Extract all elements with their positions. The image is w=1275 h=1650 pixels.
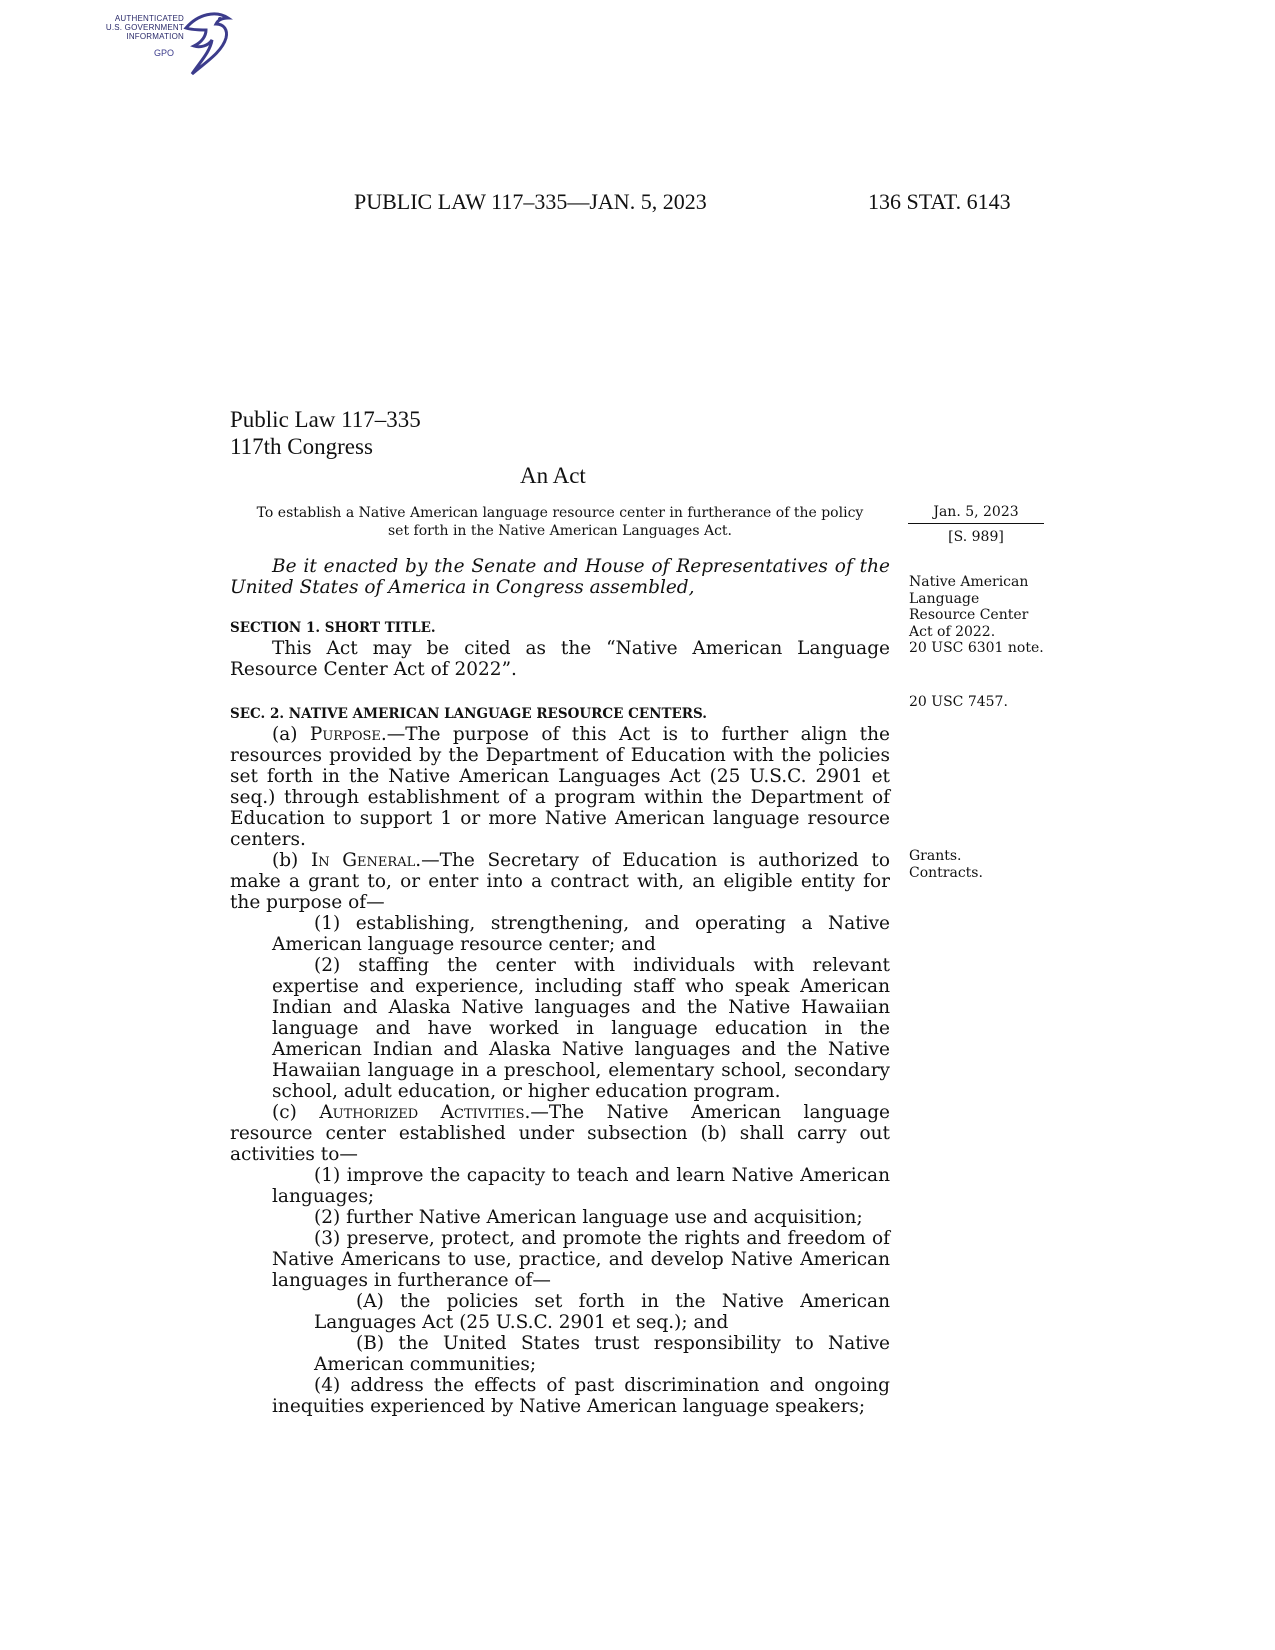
subsection-b-label: (b) (272, 850, 311, 871)
subparagraph-c3B: (B) the United States trust responsibility to Native American communities; (314, 1333, 890, 1375)
section-2-heading: SEC. 2. NATIVE AMERICAN LANGUAGE RESOURCE CENTERS. (230, 706, 707, 722)
eagle-icon (176, 8, 236, 80)
subsection-c-heading: Authorized Activities (319, 1102, 525, 1123)
seal-line-1: AUTHENTICATED (114, 14, 184, 23)
subsection-a (230, 724, 890, 850)
margin-note-contracts: Contracts. (909, 864, 983, 881)
an-act-heading: An Act (520, 463, 586, 488)
enacting-clause-text: Be it enacted by the Senate and House of Representatives of the United States of America in Congress assembled, (230, 556, 890, 598)
seal-line-3: INFORMATION (126, 32, 184, 41)
enacting-clause (230, 556, 890, 598)
title-block (230, 406, 421, 460)
long-title: To establish a Native American language resource center in furtherance of the policy set forth in the Native American Languages Act. (256, 505, 864, 539)
gpo-authentication-seal (92, 8, 232, 76)
subsection-c-text: .—The Native American language resource center established under subsection (b) shall carry out activities to— (230, 1102, 890, 1165)
short-title-text: This Act may be cited as the “Native American Language Resource Center Act of 2022”. (230, 638, 890, 680)
subsection-b-heading: In General (310, 850, 416, 871)
paragraph-b1: (1) establishing, strengthening, and operating a Native American language resource center; and (272, 913, 890, 955)
margin-note-usc-cite: 20 USC 6301 note. (909, 640, 1044, 656)
subsection-c-label: (c) (272, 1102, 320, 1123)
subparagraph-c3A: (A) the policies set forth in the Native American Languages Act (25 U.S.C. 2901 et seq.); and (314, 1291, 890, 1333)
enactment-date-box (908, 504, 1044, 545)
section-2-body (230, 724, 890, 1417)
subsection-b-text: .—The Secretary of Education is authorized to make a grant to, or enter into a contract with, an eligible entity for the purpose of— (230, 850, 890, 913)
running-header-page: 136 STAT. 6143 (868, 189, 1011, 214)
section-1-heading: SECTION 1. SHORT TITLE. (230, 620, 436, 636)
margin-note-grants: Grants. (909, 848, 962, 864)
margin-note-sec2-cite: 20 USC 7457. (909, 694, 1008, 710)
paragraph-b2: (2) staffing the center with individuals with relevant expertise and experience, including staff who speak American Indian and Alaska Native languages and the Native Hawaiian language and have worked in language education in the American Indian and Alaska Native languages and the Native Hawaiian language in a preschool, elementary school, secondary school, adult education, or higher education program. (272, 955, 890, 1102)
margin-note-short-title (909, 574, 1049, 657)
running-header-left: PUBLIC LAW 117–335—JAN. 5, 2023 (354, 189, 707, 214)
bill-number: [S. 989] (948, 529, 1004, 545)
enactment-date: Jan. 5, 2023 (933, 504, 1019, 520)
paragraph-c3: (3) preserve, protect, and promote the rights and freedom of Native Americans to use, practice, and develop Native American languages in furtherance of— (272, 1228, 890, 1291)
section-1-body (230, 638, 890, 680)
public-law-number: Public Law 117–335 (230, 407, 421, 432)
subsection-c (230, 1102, 890, 1165)
margin-note-act-name: Native American Language Resource Center Act of 2022. (909, 574, 1029, 640)
subsection-a-label: (a) (272, 724, 310, 745)
margin-note-grants-contracts (909, 848, 1049, 881)
subsection-a-heading: Purpose (309, 724, 381, 745)
paragraph-c2: (2) further Native American language use and acquisition; (314, 1207, 863, 1228)
subsection-a-text: .—The purpose of this Act is to further align the resources provided by the Department of Education with the policies set forth in the Native American Languages Act (25 U.S.C. 2901 et seq.) through establishment of a program within the Department of Education to support 1 or more Native American language resource centers. (230, 724, 890, 850)
congress-number: 117th Congress (230, 434, 373, 459)
subsection-b (230, 850, 890, 913)
seal-gpo-text: GPO (154, 48, 175, 58)
paragraph-c4: (4) address the effects of past discrimination and ongoing inequities experienced by Native American language speakers; (272, 1375, 890, 1417)
seal-line-2: U.S. GOVERNMENT (105, 23, 184, 32)
paragraph-c1: (1) improve the capacity to teach and learn Native American languages; (272, 1165, 890, 1207)
